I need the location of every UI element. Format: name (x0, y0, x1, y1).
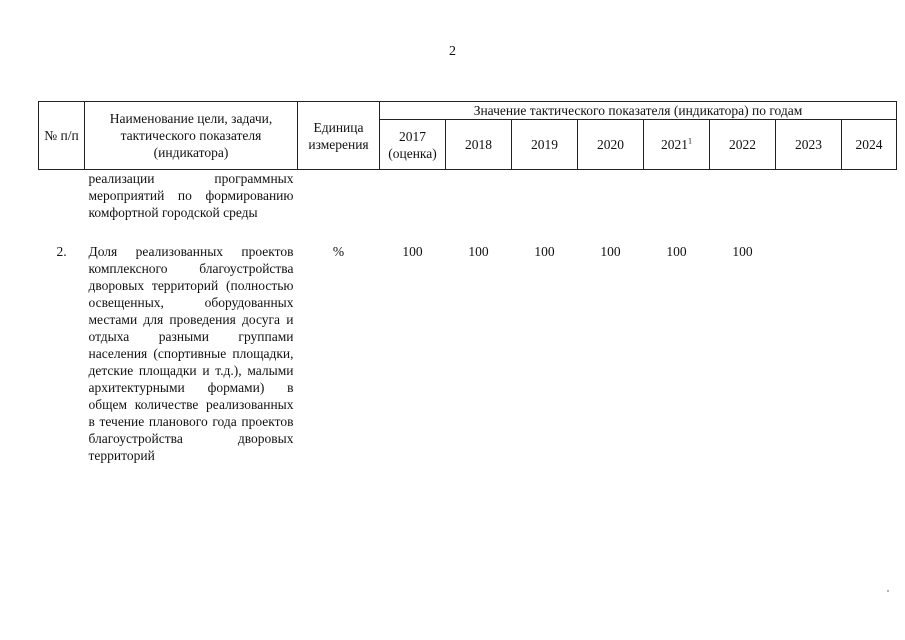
header-year-2018: 2018 (446, 120, 512, 170)
row-value (380, 170, 446, 222)
row-unit: % (332, 244, 345, 259)
header-year-2024: 2024 (842, 120, 897, 170)
row-spacer (39, 221, 897, 243)
row-num: 2. (56, 244, 67, 259)
table-row (39, 243, 897, 464)
row-value: 100 (402, 244, 423, 259)
footnote-marker: 1 (688, 136, 692, 146)
row-value (842, 243, 897, 464)
header-year-2021 (644, 120, 710, 170)
row-value (776, 243, 842, 464)
header-year-label: 2017 (399, 128, 426, 144)
row-num (39, 170, 85, 222)
header-name: Наименование цели, задачи, тактического показателя (индикатора) (85, 102, 298, 170)
scan-speck (887, 590, 889, 592)
row-value: 100 (534, 244, 555, 259)
header-year-2023: 2023 (776, 120, 842, 170)
row-value: 100 (468, 244, 489, 259)
row-value (842, 170, 897, 222)
header-values-group: Значение тактического показателя (индикатора) по годам (380, 102, 897, 120)
header-year-2020: 2020 (578, 120, 644, 170)
indicators-table (38, 101, 897, 464)
header-unit: Единица измерения (298, 102, 380, 170)
row-value (710, 170, 776, 222)
header-year-label: 2021 (661, 137, 688, 152)
row-value (512, 170, 578, 222)
row-name: реализации программных мероприятий по формированию комфортной городской среды (88, 171, 294, 220)
page-number: 2 (449, 44, 456, 59)
header-year-2022: 2022 (710, 120, 776, 170)
table-row (39, 170, 897, 222)
row-value: 100 (666, 244, 687, 259)
header-year-2019: 2019 (512, 120, 578, 170)
header-year-2017 (380, 120, 446, 170)
header-num: № п/п (39, 102, 85, 170)
row-value (578, 170, 644, 222)
row-unit (298, 170, 380, 222)
row-value (644, 170, 710, 222)
row-value (446, 170, 512, 222)
row-value (776, 170, 842, 222)
row-value: 100 (732, 244, 753, 259)
row-name: Доля реализованных проектов комплексного благоустройства дворовых территорий (полностью освещенных, оборудованных местами для проведения досуга и отдыха разными группами населения (спортивные площадки, детские площадки и т.д.), малыми архитектурными формами) в общем количестве реализованных в течение планового года проектов благоустройства дворовых территорий (88, 244, 294, 463)
header-year-note: (оценка) (388, 145, 437, 161)
row-value: 100 (600, 244, 621, 259)
